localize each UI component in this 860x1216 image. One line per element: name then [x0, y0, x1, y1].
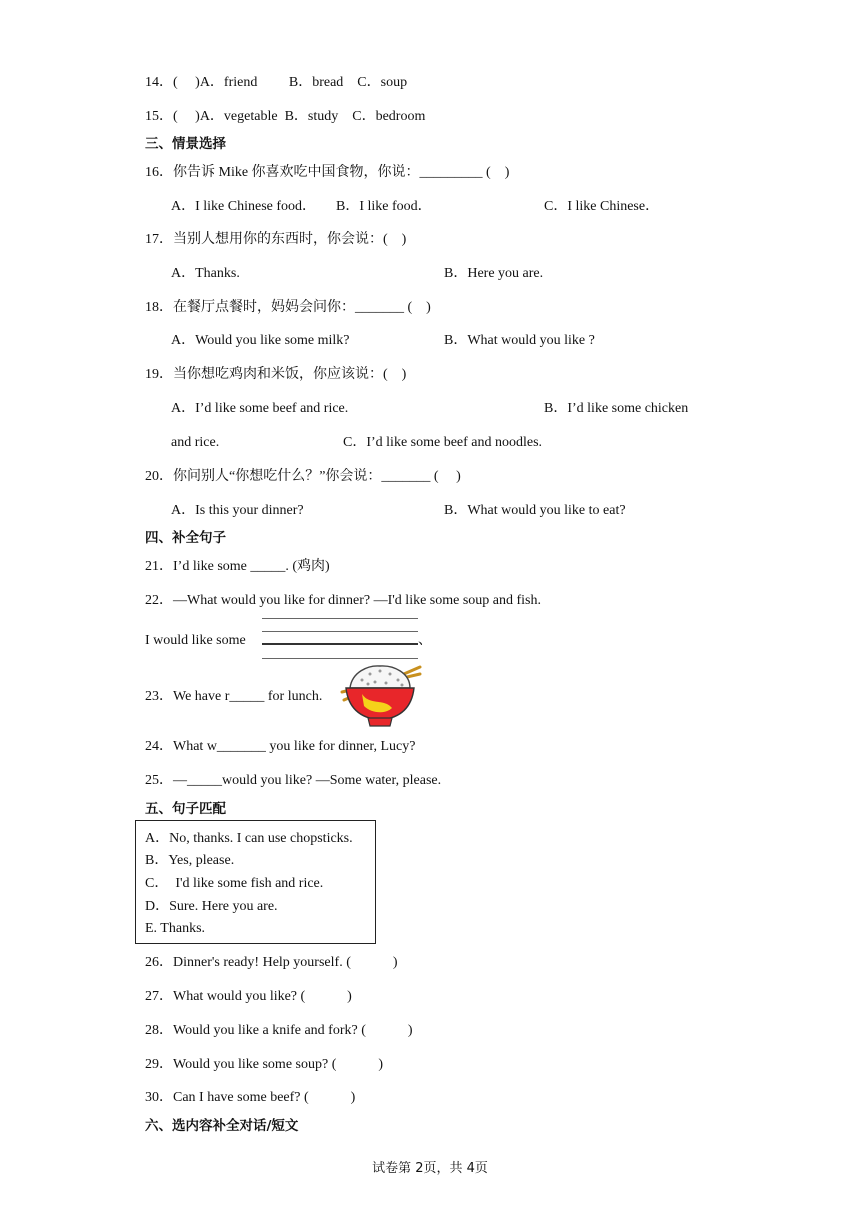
question-24: 24．What w_______ you like for dinner, Lucy? — [145, 739, 416, 754]
section-3-title: 三、情景选择 — [145, 136, 226, 152]
question-25: 25．—_____would you like? —Some water, please. — [145, 773, 442, 788]
question-22-answer-prompt: I would like some — [145, 633, 246, 648]
page-footer: 试卷第 2页，共 4页 — [372, 1161, 488, 1176]
question-20: 20．你问别人“你想吃什么？”你会说：_______ ( ) — [145, 469, 461, 484]
bowl-base — [368, 718, 392, 726]
match-option-e: E. Thanks. — [145, 921, 206, 936]
question-17-option-b: B．Here you are. — [444, 266, 544, 281]
question-20-option-a: A．Is this your dinner? — [171, 503, 304, 518]
question-19: 19．当你想吃鸡肉和米饭，你应该说：( ) — [145, 367, 407, 382]
match-option-d: D．Sure. Here you are. — [145, 899, 278, 914]
writing-line — [262, 631, 418, 632]
question-19-option-b: B．I’d like some chicken — [544, 401, 689, 416]
question-14: 14．( )A．friend B．bread C．soup — [145, 75, 408, 90]
writing-line — [262, 618, 418, 619]
match-option-c: C． I'd like some fish and rice. — [145, 876, 324, 891]
matching-options-box — [135, 820, 376, 944]
section-6-title: 六、选内容补全对话/短文 — [145, 1118, 299, 1134]
question-22-comma: 、 — [418, 633, 432, 648]
question-17-option-a: A．Thanks. — [171, 266, 240, 281]
question-19-option-b-cont: and rice. — [171, 435, 220, 450]
question-27: 27．What would you like? ( ) — [145, 989, 352, 1004]
question-22: 22．—What would you like for dinner? —I'd like some soup and fish. — [145, 593, 542, 608]
question-18: 18．在餐厅点餐时，妈妈会问你：_______ ( ) — [145, 300, 431, 315]
question-16-option-c: C．I like Chinese． — [544, 199, 660, 214]
match-option-a: A．No, thanks. I can use chopsticks. — [145, 831, 353, 846]
question-23: 23．We have r_____ for lunch. — [145, 689, 323, 704]
question-16-option-a: A．I like Chinese food． — [171, 199, 317, 214]
question-18-option-b: B．What would you like ? — [444, 333, 595, 348]
section-4-title: 四、补全句子 — [145, 530, 226, 546]
writing-line — [262, 643, 418, 645]
question-21: 21．I’d like some _____. (鸡肉) — [145, 559, 330, 574]
question-28: 28．Would you like a knife and fork? ( ) — [145, 1023, 413, 1038]
question-18-option-a: A．Would you like some milk? — [171, 333, 350, 348]
question-19-option-a: A．I’d like some beef and rice. — [171, 401, 349, 416]
question-30: 30．Can I have some beef? ( ) — [145, 1090, 356, 1105]
question-16: 16．你告诉 Mike 你喜欢吃中国食物，你说：_________ ( ) — [145, 165, 510, 180]
section-5-title: 五、句子匹配 — [145, 801, 226, 817]
writing-line — [262, 658, 418, 659]
question-16-option-b: B．I like food． — [336, 199, 432, 214]
question-26: 26．Dinner's ready! Help yourself. ( ) — [145, 955, 398, 970]
question-29: 29．Would you like some soup? ( ) — [145, 1057, 384, 1072]
question-20-option-b: B．What would you like to eat? — [444, 503, 626, 518]
question-19-option-c: C．I’d like some beef and noodles. — [343, 435, 543, 450]
match-option-b: B．Yes, please. — [145, 853, 235, 868]
question-15: 15．( )A．vegetable B．study C．bedroom — [145, 109, 426, 124]
question-17: 17．当别人想用你的东西时，你会说：( ) — [145, 232, 407, 247]
rice-bowl-icon — [340, 660, 422, 730]
